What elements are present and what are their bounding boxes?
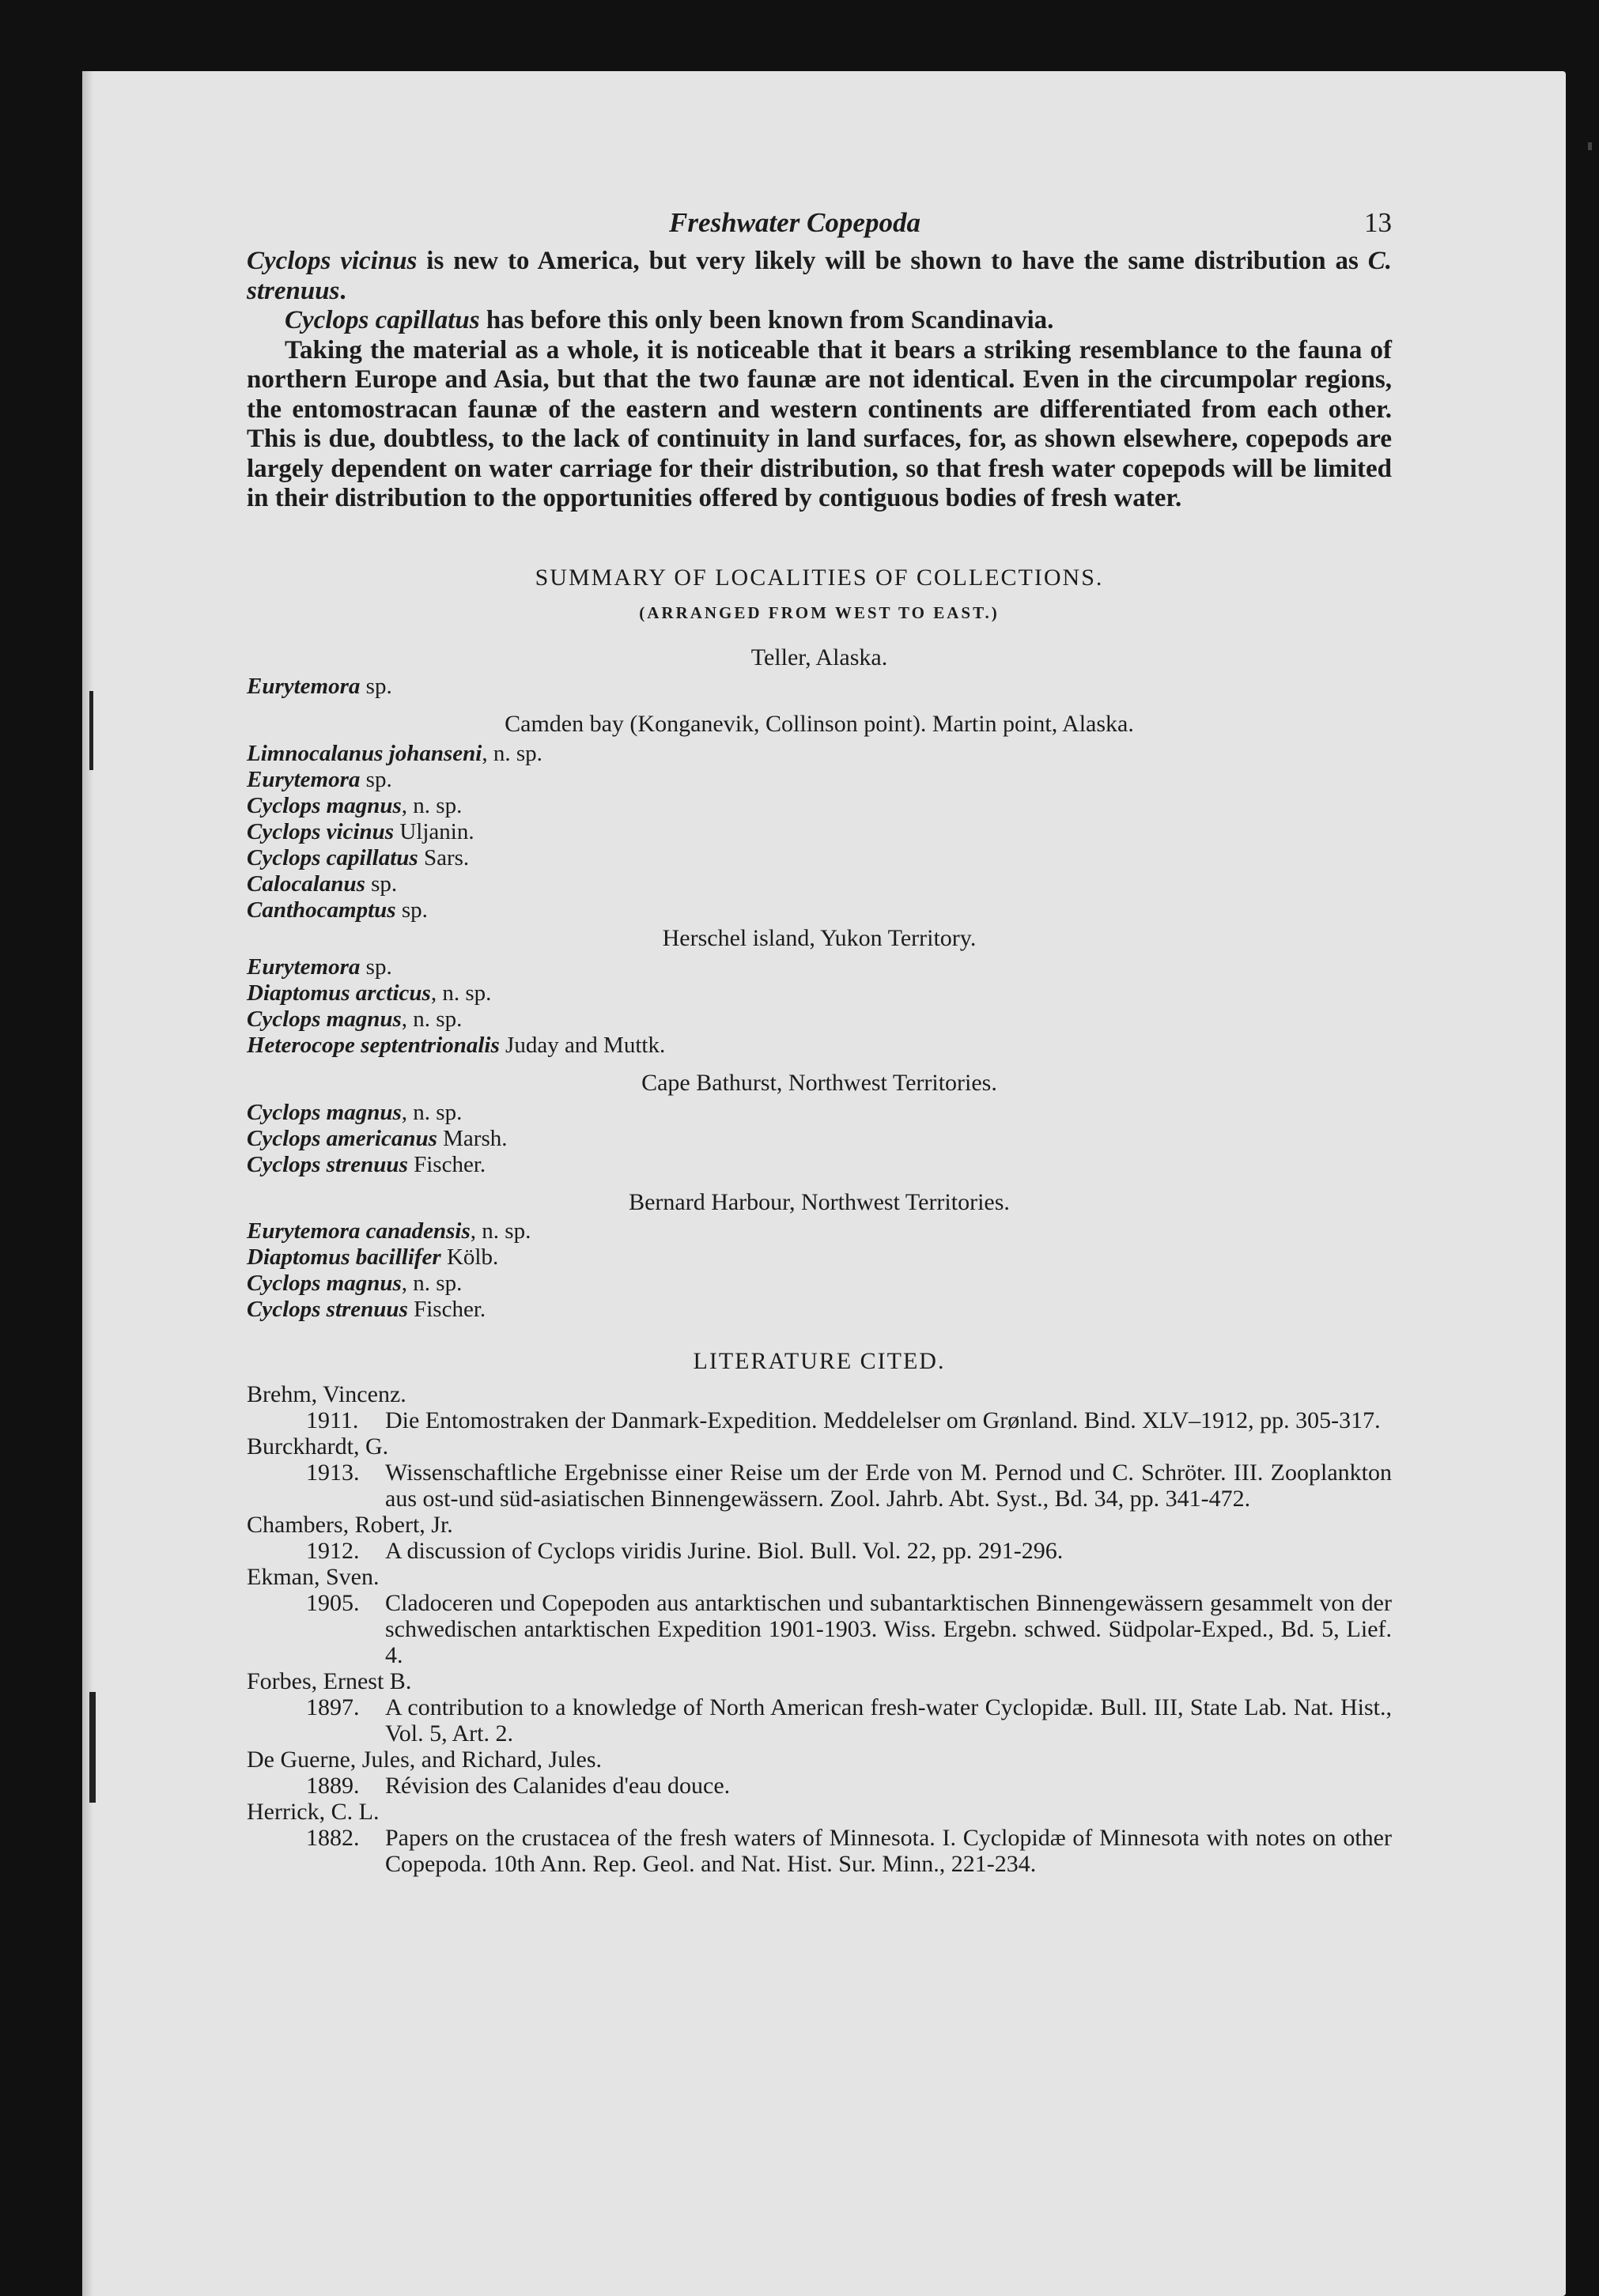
species-entry: Cyclops vicinus Uljanin. [247,818,474,844]
running-title: Freshwater Copepoda [669,207,920,238]
species-name: Cyclops capillatus [285,306,480,334]
locality-name: Bernard Harbour, Northwest Territories. [629,1188,1010,1215]
species-name: Cyclops vicinus [247,247,418,275]
species-entry: Limnocalanus johanseni, n. sp. [247,740,542,766]
species-entry: Cyclops strenuus Fischer. [247,1297,486,1322]
locality-block [247,1068,1392,1178]
species-entry: Cyclops magnus, n. sp. [247,792,463,818]
locality-block [247,709,1392,923]
reference-entry: 1911. Die Entomostraken der Danmark-Expedition. Meddelelser om Grønland. Bind. XLV–1912, pp. 305-317. [306,1407,1381,1433]
reference-list [247,1381,1392,1877]
reference-entry: 1905. Cladoceren und Copepoden aus antarktischen und subantarktischen Binnengewässern gesammelt von der schwedischen antarktischen Expedition 1901-1903. Wiss. Ergebn. schwed. Südpolar-Exped., Bd. 5, Lief. 4. [306,1589,1392,1668]
species-entry: Cyclops magnus, n. sp. [247,1271,463,1296]
locality-block [247,923,1392,1059]
intro-paragraph-2: Cyclops capillatus has before this only been known from Scandinavia. [285,306,1054,334]
intro-paragraph-3: Taking the material as a whole, it is noticeable that it bears a striking resemblance to the fauna of northern Europe and Asia, but that the two faunæ are not identical. Even in the circumpolar regions, the entomostracan faunæ of the eastern and western continents are differentiated from each other. This is due, doubtless, to the lack of continuity in land surfaces, for, as shown elsewhere, copepods are largely dependent on water carriage for their distribution, so that fresh water copepods will be limited in their distribution to the opportunities offered by contiguous bodies of fresh water. [247,335,1392,512]
species-entry: Heterocope septentrionalis Juday and Muttk. [247,1033,666,1058]
page-fold-shadow [82,71,93,2296]
locality-list [247,643,1392,1324]
species-entry: Cyclops americanus Marsh. [247,1125,508,1151]
right-edge-mark [1588,142,1592,150]
species-entry: Cyclops capillatus Sars. [247,844,470,870]
species-entry: Eurytemora canadensis, n. sp. [247,1218,531,1244]
reference-author: Burckhardt, G. [247,1433,389,1460]
reference-author: Herrick, C. L. [247,1798,380,1825]
species-name: C. strenuus [247,247,1393,305]
reference-entry: 1882. Papers on the crustacea of the fresh waters of Minnesota. I. Cyclopidæ of Minnesota with notes on other Copepoda. 10th Ann. Rep. Geol. and Nat. Hist. Sur. Minn., 221-234. [306,1824,1392,1877]
locality-name: Herschel island, Yukon Territory. [662,924,977,951]
species-entry: Calocalanus sp. [247,870,398,897]
species-entry: Eurytemora sp. [247,674,392,699]
summary-subheading: (ARRANGED FROM WEST TO EAST.) [639,603,1000,622]
locality-name: Teller, Alaska. [750,644,888,670]
page-number: 13 [1364,207,1392,238]
species-entry: Cyclops magnus, n. sp. [247,1099,463,1125]
reference-entry: 1889. Révision des Calanides d'eau douce. [306,1772,731,1799]
reference-author: Chambers, Robert, Jr. [247,1511,453,1538]
reference-author: Brehm, Vincenz. [247,1380,406,1407]
reference-entry: 1912. A discussion of Cyclops viridis Jurine. Biol. Bull. Vol. 22, pp. 291-296. [306,1537,1064,1564]
summary-heading: SUMMARY OF LOCALITIES OF COLLECTIONS. [535,564,1104,591]
running-header [247,207,1392,242]
literature-heading: LITERATURE CITED. [693,1348,946,1374]
locality-name: Cape Bathurst, Northwest Territories. [641,1070,997,1096]
reference-entry: 1897. A contribution to a knowledge of North American fresh-water Cyclopidæ. Bull. III, State Lab. Nat. Hist., Vol. 5, Art. 2. [306,1694,1392,1747]
species-entry: Eurytemora sp. [247,766,392,792]
page-body [247,247,1392,1877]
reference-author: De Guerne, Jules, and Richard, Jules. [247,1746,603,1773]
reference-author: Ekman, Sven. [247,1563,380,1590]
species-entry: Canthocamptus sp. [247,897,428,923]
locality-block [247,1188,1392,1324]
reference-author: Forbes, Ernest B. [247,1667,412,1694]
species-entry: Cyclops strenuus Fischer. [247,1151,486,1177]
intro-paragraph-1: Cyclops vicinus is new to America, but very likely will be shown to have the same distribution as C. strenuus. [247,247,1393,305]
locality-name: Camden bay (Konganevik, Collinson point). Martin point, Alaska. [505,711,1134,737]
species-entry: Diaptomus bacillifer Kölb. [247,1244,499,1270]
species-entry: Cyclops magnus, n. sp. [247,1006,463,1032]
species-entry: Diaptomus arcticus, n. sp. [247,980,492,1006]
locality-block [247,643,1392,701]
species-entry: Eurytemora sp. [247,954,392,980]
reference-entry: 1913. Wissenschaftliche Ergebnisse einer Reise um der Erde von M. Pernod und C. Schröter. III. Zooplankton aus ost-und süd-asiatischen Binnengewässern. Zool. Jahrb. Abt. Syst., Bd. 34, pp. 341-472. [306,1459,1392,1512]
